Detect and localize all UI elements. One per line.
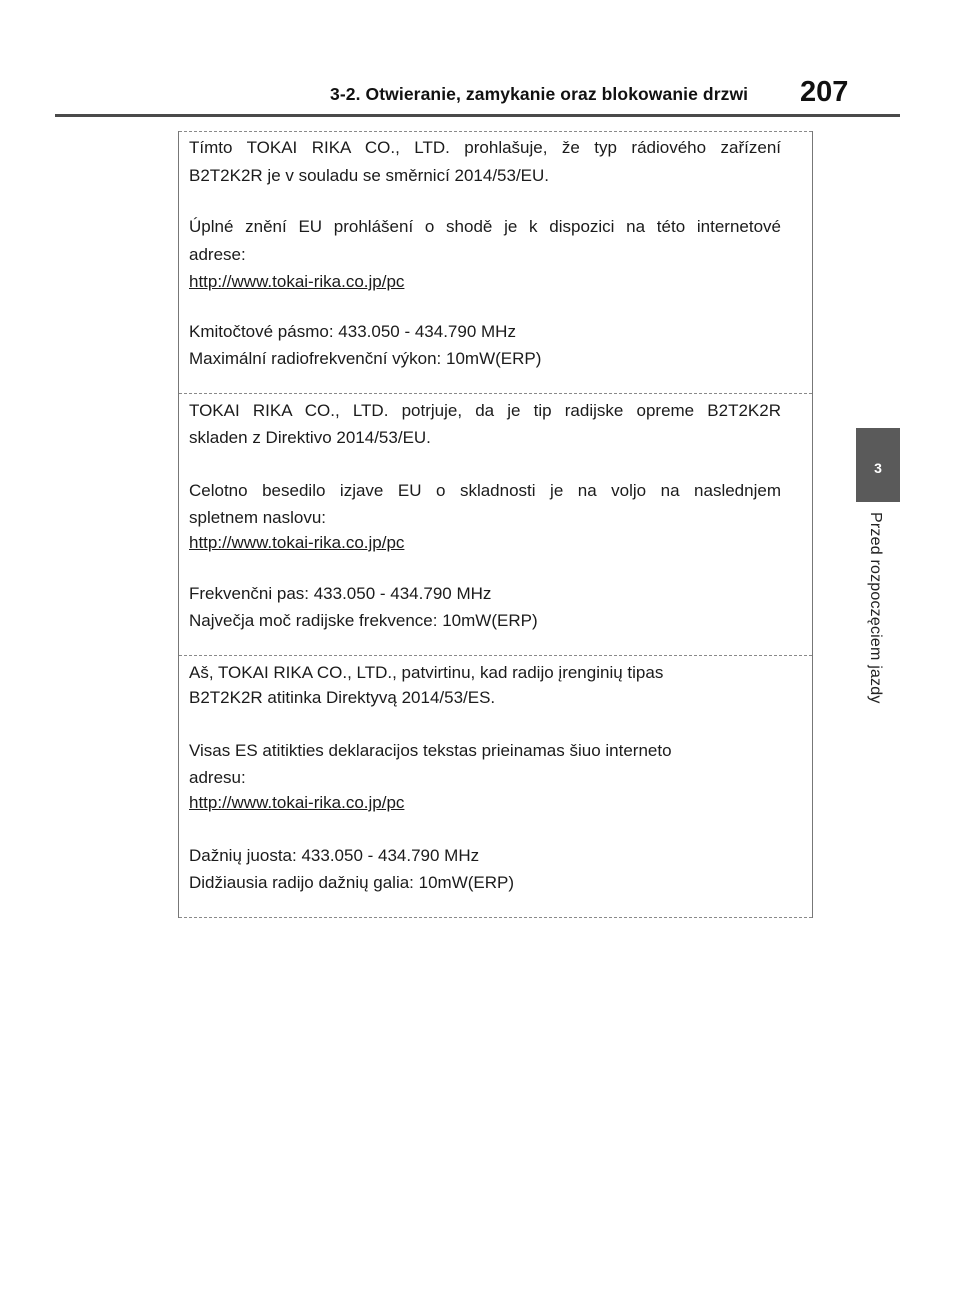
dashed-divider <box>179 393 812 394</box>
section-title: 3-2. Otwieranie, zamykanie oraz blokowanie drzwi <box>330 84 749 104</box>
declaration-line: Visas ES atitikties deklaracijos tekstas prieinamas šiuo interneto <box>189 741 672 760</box>
declaration-line: skladen z Direktivo 2014/53/EU. <box>189 428 431 447</box>
dashed-divider <box>179 917 812 918</box>
declaration-url-link[interactable]: http://www.tokai-rika.co.jp/pc <box>189 272 405 291</box>
declaration-line: Kmitočtové pásmo: 433.050 - 434.790 MHz <box>189 322 516 341</box>
declaration-line: Didžiausia radijo dažnių galia: 10mW(ERP) <box>189 873 515 892</box>
declaration-line: Frekvenčni pas: 433.050 - 434.790 MHz <box>189 584 492 603</box>
declaration-line: Največja moč radijske frekvence: 10mW(ERP) <box>189 611 538 630</box>
page-number: 207 <box>800 76 849 108</box>
chapter-tab <box>856 428 900 502</box>
declaration-line: Dažnių juosta: 433.050 - 434.790 MHz <box>189 846 480 865</box>
declaration-line: Celotno besedilo izjave EU o skladnosti je na voljo na naslednjem <box>189 481 781 500</box>
declaration-url-link[interactable]: http://www.tokai-rika.co.jp/pc <box>189 793 405 812</box>
declaration-line: Aš, TOKAI RIKA CO., LTD., patvirtinu, kad radijo įrenginių tipas <box>189 663 664 682</box>
declaration-line: TOKAI RIKA CO., LTD. potrjuje, da je tip radijske opreme B2T2K2R <box>189 401 781 420</box>
declaration-line: B2T2K2R je v souladu se směrnicí 2014/53/EU. <box>189 166 550 185</box>
dashed-divider <box>179 655 812 656</box>
declaration-box <box>178 131 813 918</box>
declaration-line: adrese: <box>189 245 246 264</box>
header-rule <box>55 114 900 117</box>
declaration-line: Maximální radiofrekvenční výkon: 10mW(ERP) <box>189 349 542 368</box>
dashed-divider <box>179 131 812 132</box>
declaration-line: B2T2K2R atitinka Direktyvą 2014/53/ES. <box>189 688 496 707</box>
chapter-number: 3 <box>874 460 882 476</box>
declaration-url-link[interactable]: http://www.tokai-rika.co.jp/pc <box>189 533 405 552</box>
chapter-label: Przed rozpoczęciem jazdy <box>867 512 884 704</box>
declaration-line: spletnem naslovu: <box>189 508 327 527</box>
declaration-line: Tímto TOKAI RIKA CO., LTD. prohlašuje, že typ rádiového zařízení <box>189 138 781 157</box>
declaration-line: Úplné znění EU prohlášení o shodě je k dispozici na této internetové <box>189 217 781 236</box>
declaration-line: adresu: <box>189 768 246 787</box>
